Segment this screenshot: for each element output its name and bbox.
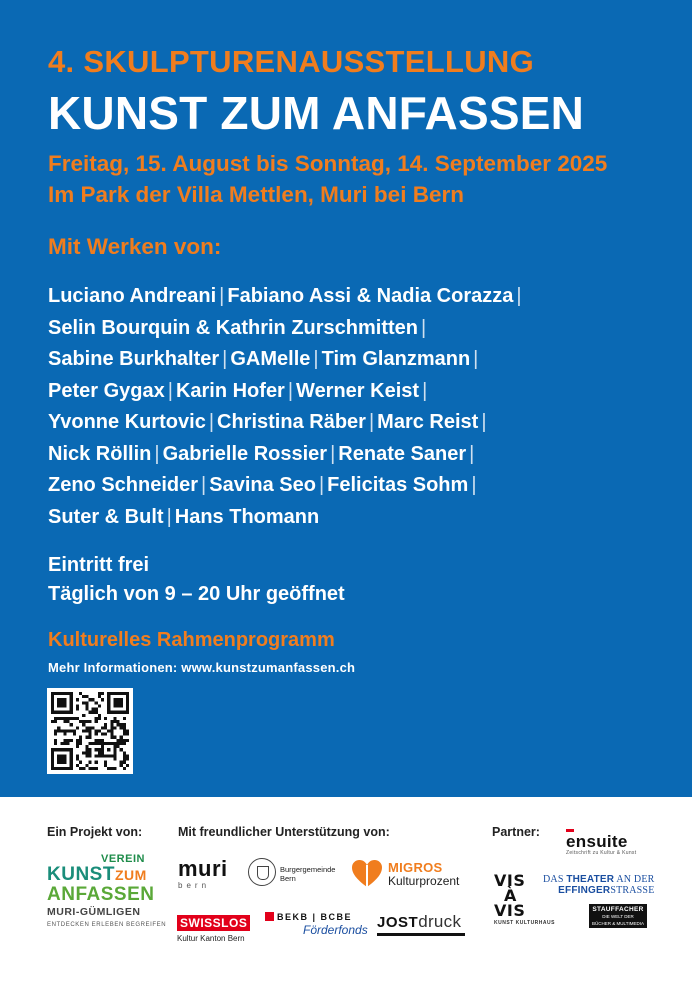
stauffacher-sub1: DIE WELT DER xyxy=(602,914,634,919)
artist-name: Marc Reist xyxy=(377,411,479,433)
theater-line2 xyxy=(543,885,655,896)
artist-name: Sabine Burkhalter xyxy=(48,348,220,370)
artist-separator: | xyxy=(421,316,427,339)
more-info-link[interactable]: Mehr Informationen: www.kunstzumanfassen.ch xyxy=(48,660,356,675)
bekb-name: BEKB | BCBE xyxy=(277,912,353,922)
kunst-logo-line2 xyxy=(47,865,167,885)
artist-line xyxy=(48,411,668,443)
burgergemeinde-logo[interactable] xyxy=(248,858,338,890)
kunst-logo-line4: MURI-GÜMLIGEN xyxy=(47,906,141,918)
theater-strasse: STRASSE xyxy=(610,885,655,896)
artist-line xyxy=(48,506,668,538)
muri-logo-name: muri xyxy=(178,856,228,881)
artist-name: Hans Thomann xyxy=(174,505,320,528)
swisslos-sub: Kultur Kanton Bern xyxy=(177,934,245,943)
ensuite-logo[interactable] xyxy=(566,829,636,856)
artist-separator: | xyxy=(330,442,336,465)
qr-code-icon xyxy=(51,692,129,770)
burgergemeinde-line1: Burgergemeinde xyxy=(280,865,336,874)
artist-separator: | xyxy=(469,442,475,465)
artist-separator: | xyxy=(287,379,294,402)
kunst-logo-line1: VEREIN xyxy=(101,853,145,865)
artist-name: Peter Gygax xyxy=(48,379,165,402)
artist-line xyxy=(48,348,668,380)
ensuite-sub: Zeitschrift zu Kultur & Kunst xyxy=(566,850,637,856)
artist-name: Zeno Schneider xyxy=(48,474,199,496)
artist-name: Felicitas Sohm xyxy=(327,474,469,496)
bekb-mark-icon xyxy=(265,912,274,921)
artist-separator: | xyxy=(422,379,428,402)
program-heading: Kulturelles Rahmenprogramm xyxy=(48,629,335,651)
artist-separator: | xyxy=(481,411,487,433)
burgergemeinde-text xyxy=(280,865,335,883)
partner-label: Partner: xyxy=(492,825,540,839)
ensuite-name: ensuite xyxy=(566,832,628,851)
artist-line xyxy=(48,474,668,506)
migros-sub: Kulturprozent xyxy=(388,874,460,888)
visavis-line2: À xyxy=(504,886,517,905)
visavis-line3: VIS xyxy=(494,901,526,920)
artist-separator: | xyxy=(473,348,479,370)
entry-info: Eintritt frei xyxy=(48,554,150,576)
qr-code[interactable] xyxy=(47,688,133,774)
artist-name: Suter & Bult xyxy=(48,505,164,528)
bekb-foerderfonds-logo[interactable] xyxy=(265,912,368,937)
theater-das: DAS xyxy=(543,874,564,885)
theater-an-der: AN DER xyxy=(616,874,655,885)
swisslos-logo[interactable] xyxy=(177,914,250,943)
artist-separator: | xyxy=(471,474,477,496)
kunst-logo-tagline: ENTDECKEN ERLEBEN BEGREIFEN xyxy=(47,922,167,928)
artist-list xyxy=(48,285,668,537)
artist-name: Luciano Andreani xyxy=(48,285,217,307)
muri-logo-sub: bern xyxy=(178,881,211,890)
artist-line xyxy=(48,285,668,317)
stauffacher-logo[interactable] xyxy=(589,904,647,928)
theater-line1 xyxy=(543,874,655,885)
theater-word: THEATER xyxy=(566,874,615,885)
stauffacher-sub2: BÜCHER & MULTIMEDIA xyxy=(592,920,644,926)
bekb-sub: Förderfonds xyxy=(303,923,368,937)
swisslos-name: SWISSLOS xyxy=(177,915,250,931)
artist-name: Werner Keist xyxy=(296,379,420,402)
kunst-logo-line3: ANFASSEN xyxy=(47,884,155,905)
artist-separator: | xyxy=(313,348,319,370)
artist-separator: | xyxy=(219,285,225,307)
works-heading: Mit Werken von: xyxy=(48,234,222,259)
jost-name-a: JOST xyxy=(377,914,419,931)
artist-separator: | xyxy=(516,285,522,307)
exhibition-title: KUNST ZUM ANFASSEN xyxy=(48,87,585,139)
exhibition-venue: Im Park der Villa Mettlen, Muri bei Bern xyxy=(48,182,464,207)
jost-underline xyxy=(377,933,465,936)
artist-name: Karin Hofer xyxy=(175,379,285,402)
artist-name: Nick Röllin xyxy=(48,442,152,465)
theater-effingerstrasse-logo[interactable] xyxy=(543,874,655,896)
artist-separator: | xyxy=(222,348,228,370)
artist-separator: | xyxy=(154,442,160,465)
artist-name: Gabrielle Rossier xyxy=(162,442,328,465)
bekb-name-row xyxy=(265,912,368,922)
kunst-logo-line2a: KUNST xyxy=(47,864,115,885)
artist-name: Savina Seo xyxy=(209,474,316,496)
artist-name: Yvonne Kurtovic xyxy=(48,411,206,433)
artist-separator: | xyxy=(166,505,172,528)
artist-line xyxy=(48,443,668,475)
exhibition-dates: Freitag, 15. August bis Sonntag, 14. September 2025 xyxy=(48,151,608,176)
project-label: Ein Projekt von: xyxy=(47,825,143,839)
support-label: Mit freundlicher Unterstützung von: xyxy=(178,825,390,839)
visavis-sub: KUNST KULTURHAUS xyxy=(494,920,555,926)
burgergemeinde-seal-icon xyxy=(248,858,276,886)
jost-name-b: druck xyxy=(418,912,462,931)
artist-name: Fabiano Assi & Nadia Corazza xyxy=(227,285,514,307)
stauffacher-name: STAUFFACHER xyxy=(592,906,644,913)
visavis-line1: VIS xyxy=(494,871,526,890)
artist-name: Renate Saner xyxy=(338,442,467,465)
migros-name: MIGROS xyxy=(388,860,443,875)
artist-separator: | xyxy=(208,411,215,433)
kunst-logo-line2b: ZUM xyxy=(114,867,147,883)
artist-line xyxy=(48,317,668,349)
burgergemeinde-line2: Bern xyxy=(280,874,296,883)
migros-heart-icon xyxy=(352,860,382,888)
artist-separator: | xyxy=(318,474,325,496)
artist-name: Tim Glanzmann xyxy=(321,348,471,370)
kunst-zum-anfassen-logo[interactable] xyxy=(47,853,167,943)
artist-separator: | xyxy=(201,474,207,496)
artist-line xyxy=(48,380,668,412)
artist-separator: | xyxy=(167,379,173,402)
artist-name: Christina Räber xyxy=(217,411,366,433)
edition-heading: 4. SKULPTURENAUSSTELLUNG xyxy=(48,44,535,79)
theater-effinger: EFFINGER xyxy=(558,885,611,896)
jostdruck-logo[interactable] xyxy=(377,912,465,936)
artist-name: Selin Bourquin & Kathrin Zurschmitten xyxy=(48,316,419,339)
artist-separator: | xyxy=(368,411,375,433)
muri-bern-logo[interactable] xyxy=(178,858,228,890)
opening-hours: Täglich von 9 – 20 Uhr geöffnet xyxy=(48,583,345,605)
artist-name: GAMelle xyxy=(230,348,311,370)
